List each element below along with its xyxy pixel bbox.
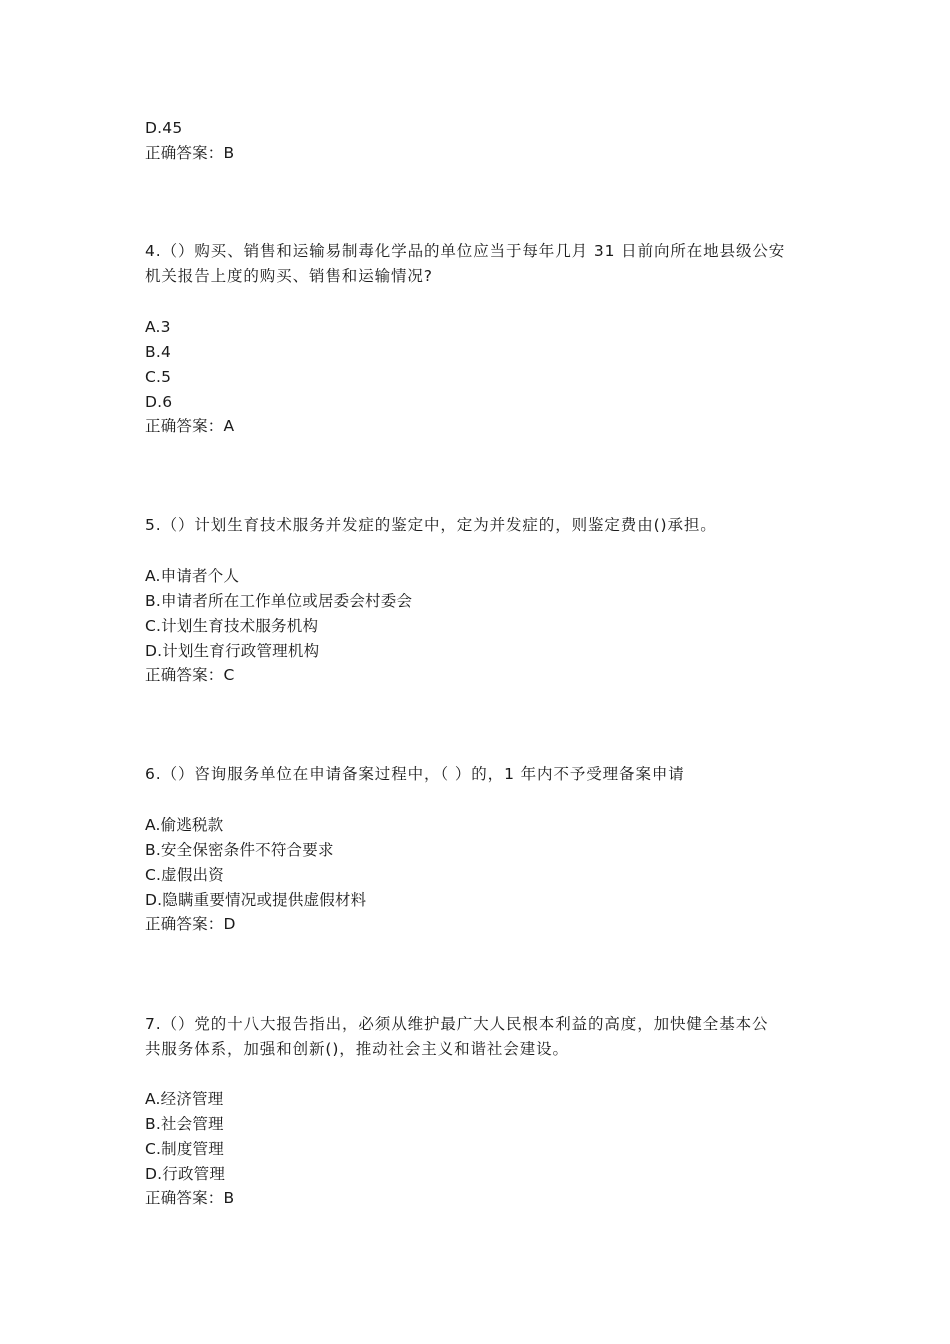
q7-stem-line-2: 共服务体系，加强和创新()，推动社会主义和谐社会建设。	[145, 1040, 569, 1058]
q3-option-d: D.45	[145, 119, 183, 137]
q5-option-b: B.申请者所在工作单位或居委会村委会	[145, 592, 413, 610]
q4-option-c: C.5	[145, 368, 172, 386]
q4-option-b: B.4	[145, 343, 172, 361]
q3-answer: 正确答案：B	[145, 144, 235, 162]
q6-stem-line-1: 6.（）咨询服务单位在申请备案过程中，（ ）的，1 年内不予受理备案申请	[145, 765, 685, 783]
q5-stem-line-1: 5.（）计划生育技术服务并发症的鉴定中，定为并发症的，则鉴定费由()承担。	[145, 516, 717, 534]
q4-stem-line-2: 机关报告上度的购买、销售和运输情况?	[145, 267, 433, 285]
q4-option-d: D.6	[145, 393, 173, 411]
q7-option-d: D.行政管理	[145, 1165, 226, 1183]
q4-stem-line-1: 4.（）购买、销售和运输易制毒化学品的单位应当于每年几月 31 日前向所在地县级公安	[145, 242, 786, 260]
q4-option-a: A.3	[145, 318, 171, 336]
q6-answer: 正确答案：D	[145, 915, 236, 933]
q6-option-a: A.偷逃税款	[145, 816, 224, 834]
q4-answer: 正确答案：A	[145, 417, 235, 435]
q7-option-c: C.制度管理	[145, 1140, 224, 1158]
q5-option-a: A.申请者个人	[145, 567, 240, 585]
q7-answer: 正确答案：B	[145, 1189, 235, 1207]
q5-option-d: D.计划生育行政管理机构	[145, 642, 320, 660]
q7-option-b: B.社会管理	[145, 1115, 224, 1133]
q5-answer: 正确答案：C	[145, 666, 235, 684]
q6-option-d: D.隐瞒重要情况或提供虚假材料	[145, 891, 367, 909]
q6-option-c: C.虚假出资	[145, 866, 224, 884]
q7-stem-line-1: 7.（）党的十八大报告指出，必须从维护最广大人民根本利益的高度，加快健全基本公	[145, 1015, 769, 1033]
q5-option-c: C.计划生育技术服务机构	[145, 617, 319, 635]
q7-option-a: A.经济管理	[145, 1090, 224, 1108]
q6-option-b: B.安全保密条件不符合要求	[145, 841, 334, 859]
